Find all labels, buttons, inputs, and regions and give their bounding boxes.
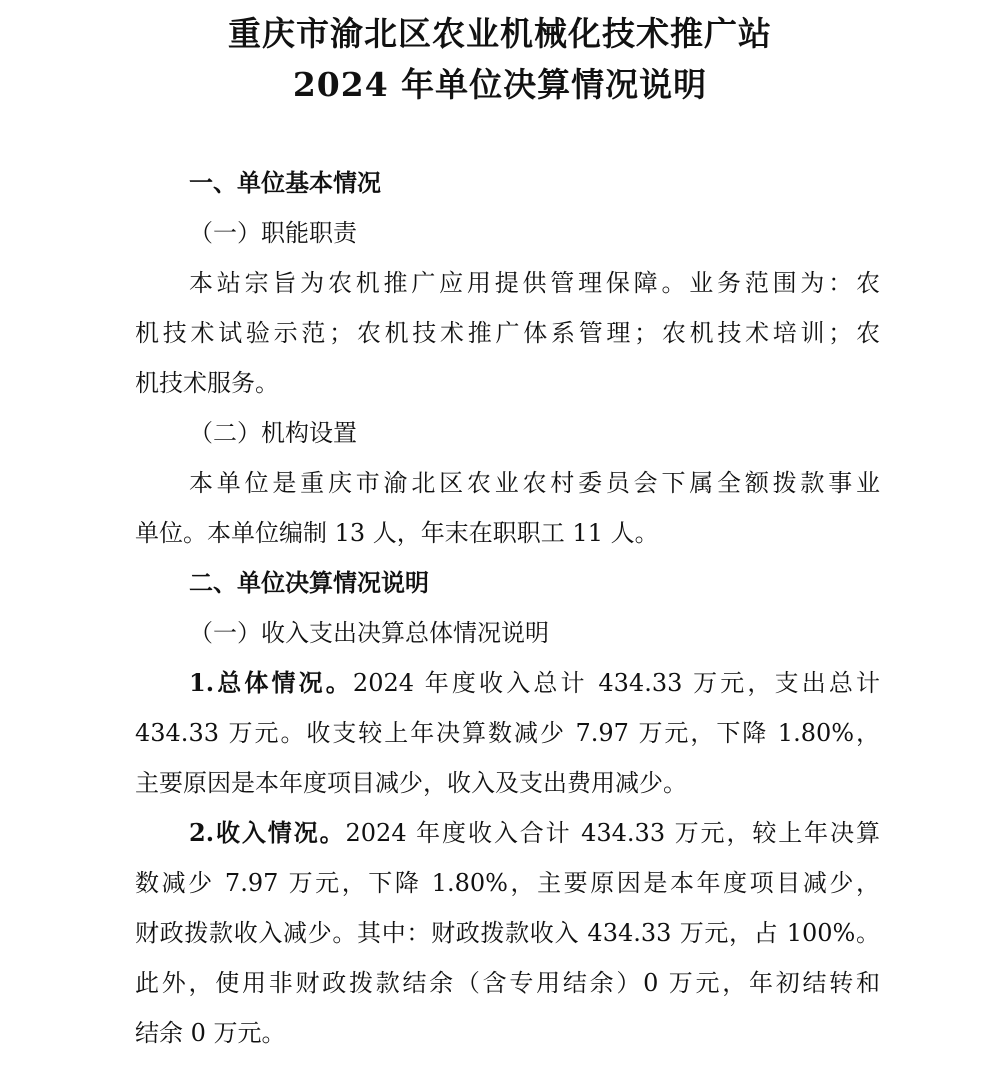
section-1-sub-1-heading: （一）职能职责 (189, 219, 357, 247)
document-title (0, 8, 1000, 110)
item-lead: 2.收入情况。 (189, 818, 346, 847)
section-2-heading: 二、单位决算情况说明 (189, 568, 429, 597)
paragraph-line: 数减少 7.97 万元，下降 1.80%，主要原因是本年度项目减少， (135, 869, 880, 897)
paragraph-line: 机技术服务。 (135, 369, 279, 397)
paragraph-line: 本单位是重庆市渝北区农业农村委员会下属全额拨款事业 (189, 469, 880, 497)
duties-paragraph (135, 258, 880, 408)
item-lead-rest: 2024 年度收入合计 434.33 万元，较上年决算 (345, 819, 880, 847)
section-1-heading: 一、单位基本情况 (189, 168, 381, 197)
title-line-1: 重庆市渝北区农业机械化技术推广站 (228, 14, 772, 53)
paragraph-line (135, 658, 880, 708)
paragraph-line (135, 808, 880, 858)
paragraph-line: 此外，使用非财政拨款结余（含专用结余）0 万元，年初结转和 (135, 969, 880, 997)
item-lead: 1.总体情况。 (189, 668, 353, 697)
paragraph-line: 财政拨款收入减少。其中：财政拨款收入 434.33 万元，占 100%。 (135, 919, 880, 947)
paragraph-line: 434.33 万元。收支较上年决算数减少 7.97 万元，下降 1.80%， (135, 719, 880, 747)
section-2-sub-1-heading: （一）收入支出决算总体情况说明 (189, 619, 549, 647)
paragraph-line: 结余 0 万元。 (135, 1019, 286, 1047)
income-situation-paragraph (135, 808, 880, 1058)
paragraph-line: 主要原因是本年度项目减少，收入及支出费用减少。 (135, 769, 687, 797)
paragraph-line: 本站宗旨为农机推广应用提供管理保障。业务范围为：农 (189, 269, 880, 297)
overall-situation-paragraph (135, 658, 880, 808)
paragraph-line: 单位。本单位编制 13 人，年末在职职工 11 人。 (135, 519, 659, 547)
organization-paragraph (135, 458, 880, 558)
paragraph-line: 机技术试验示范；农机技术推广体系管理；农机技术培训；农 (135, 319, 880, 347)
item-lead-rest: 2024 年度收入总计 434.33 万元，支出总计 (352, 669, 880, 697)
title-line-2: 2024 年单位决算情况说明 (292, 65, 708, 104)
document-body (135, 158, 880, 1058)
section-1-sub-2-heading: （二）机构设置 (189, 419, 357, 447)
